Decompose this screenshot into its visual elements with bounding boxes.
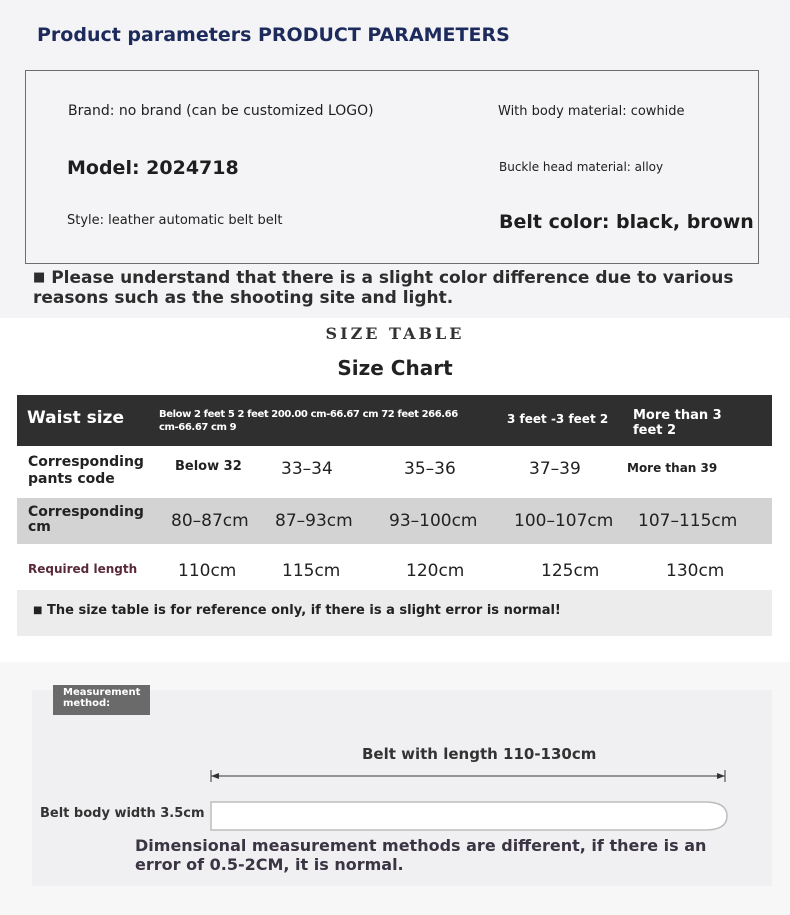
header-waist-size: Waist size <box>27 408 124 428</box>
pants-code-cell: More than 39 <box>627 461 718 475</box>
color-difference-note <box>33 268 773 308</box>
measurement-badge: Measurement method: <box>53 685 150 715</box>
length-arrow-icon <box>205 766 735 786</box>
size-table-label: SIZE TABLE <box>325 324 465 343</box>
bullet-icon: ■ <box>33 605 43 616</box>
pants-code-cell: 33–34 <box>281 459 333 479</box>
belt-width-label: Belt body width 3.5cm <box>40 806 205 821</box>
header-waist-range-3: More than 3 feet 2 <box>633 408 722 438</box>
bullet-icon: ■ <box>33 270 46 285</box>
model-param: Model: 2024718 <box>67 157 239 179</box>
length-cell: 125cm <box>541 561 600 581</box>
cm-cell: 93–100cm <box>389 511 478 531</box>
pants-code-cell: Below 32 <box>175 459 242 474</box>
row-label-length: Required length <box>28 562 138 576</box>
length-cell: 120cm <box>406 561 465 581</box>
color-difference-text: Please understand that there is a slight color difference due to various reasons such as the shooting site and light. <box>33 268 734 308</box>
length-cell: 130cm <box>666 561 725 581</box>
pants-code-cell: 37–39 <box>529 459 581 479</box>
header-waist-range-2: 3 feet -3 feet 2 <box>507 412 609 426</box>
size-note-text: The size table is for reference only, if there is a slight error is normal! <box>46 603 561 618</box>
color-param: Belt color: black, brown <box>499 211 754 233</box>
row-label-cm: Corresponding cm <box>28 504 144 535</box>
buckle-param: Buckle head material: alloy <box>499 160 664 174</box>
measurement-note: Dimensional measurement methods are different, if there is an error of 0.5-2CM, it is normal. <box>135 836 707 874</box>
row-label-pants-code: Corresponding pants code <box>28 454 144 487</box>
cm-cell: 80–87cm <box>171 511 249 531</box>
parameters-title: Product parameters PRODUCT PARAMETERS <box>37 24 510 46</box>
cm-cell: 107–115cm <box>638 511 738 531</box>
size-note <box>33 603 561 618</box>
size-chart-title: Size Chart <box>337 356 453 380</box>
belt-outline-icon <box>205 798 735 834</box>
style-param: Style: leather automatic belt belt <box>67 213 283 228</box>
belt-length-label: Belt with length 110-130cm <box>362 745 597 763</box>
length-cell: 110cm <box>178 561 237 581</box>
cm-cell: 100–107cm <box>514 511 614 531</box>
pants-code-cell: 35–36 <box>404 459 456 479</box>
body-material-param: With body material: cowhide <box>498 104 685 119</box>
length-cell: 115cm <box>282 561 341 581</box>
cm-cell: 87–93cm <box>275 511 353 531</box>
brand-param: Brand: no brand (can be customized LOGO) <box>68 103 374 119</box>
header-waist-range-1: Below 2 feet 5 2 feet 200.00 cm-66.67 cm 72 feet 266.66 cm-66.67 cm 9 <box>159 409 458 433</box>
